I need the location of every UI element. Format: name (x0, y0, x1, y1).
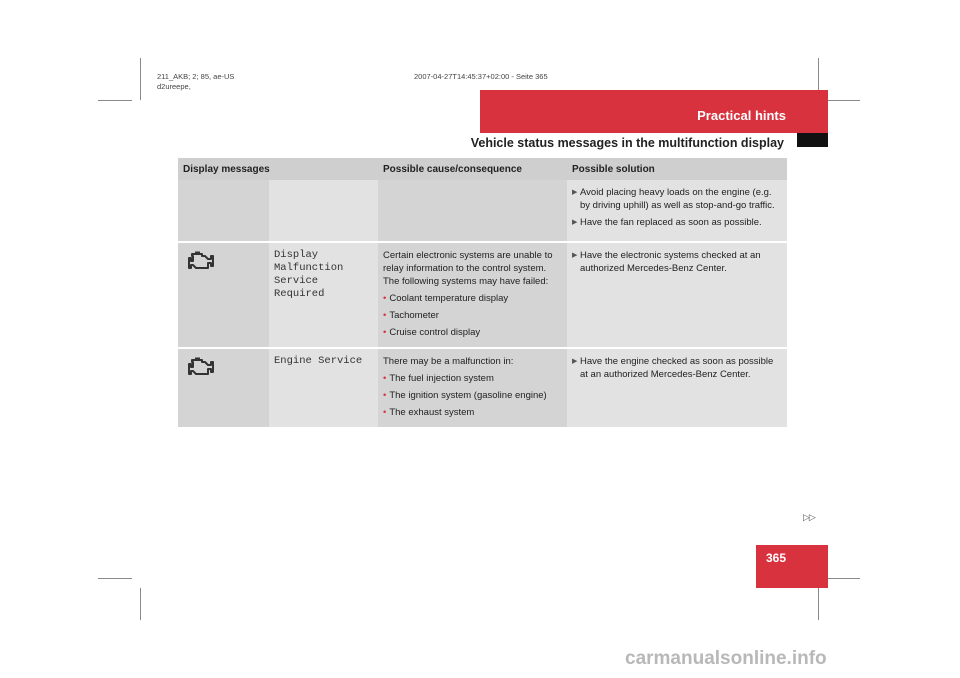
watermark: carmanualsonline.info (625, 648, 827, 669)
cell-cause (378, 348, 567, 427)
page-number-tab (756, 545, 828, 588)
solution-text: Have the electronic systems checked at an authorized Mercedes-Benz Center. (580, 250, 761, 274)
cause-text: There may be a malfunction in: (383, 356, 514, 367)
crop-mark (98, 100, 132, 101)
engine-check-icon (185, 357, 215, 375)
cell-cause (378, 180, 567, 242)
crop-mark (98, 578, 132, 579)
bullet-icon: • (383, 327, 387, 338)
cause-list-item (383, 326, 562, 339)
cause-list-item (383, 406, 562, 419)
cell-icon (178, 348, 269, 427)
messages-table (178, 158, 787, 427)
engine-check-icon (185, 251, 215, 269)
cell-display-message (269, 180, 378, 242)
table-row (178, 348, 787, 427)
crop-mark (826, 100, 860, 101)
print-info-line1: 211_AKB; 2; 85, ae-US (157, 72, 235, 81)
header-display: Display messages (178, 158, 378, 180)
cell-solution (567, 348, 787, 427)
table-row (178, 242, 787, 348)
cell-display-message (269, 348, 378, 427)
display-message-line: Display (274, 249, 319, 261)
cell-icon (178, 180, 269, 242)
print-info-line2: d2ureepe, (157, 82, 191, 91)
section-tab (480, 90, 828, 133)
bullet-icon: • (383, 390, 387, 401)
cause-list-text: The ignition system (gasoline engine) (389, 390, 547, 401)
cause-list-item (383, 389, 562, 402)
table-row (178, 180, 787, 242)
header-solution: Possible solution (567, 158, 787, 180)
crop-mark (818, 588, 819, 620)
crop-mark (140, 588, 141, 620)
print-info (157, 72, 234, 92)
solution-text: Have the fan replaced as soon as possible. (580, 217, 762, 228)
page-subtitle: Vehicle status messages in the multifunction display (470, 136, 784, 150)
cause-list-item (383, 292, 562, 305)
bullet-icon: • (383, 407, 387, 418)
bullet-icon: • (383, 310, 387, 321)
crop-mark (140, 58, 141, 100)
solution-step (572, 186, 782, 212)
display-message-line: Malfunction (274, 262, 344, 274)
cell-solution (567, 180, 787, 242)
display-message-line: Engine Service (274, 355, 363, 367)
step-arrow-icon: ▶ (572, 252, 578, 259)
step-arrow-icon: ▶ (572, 358, 578, 365)
cause-list-text: Cruise control display (389, 327, 481, 338)
cell-solution (567, 242, 787, 348)
step-arrow-icon: ▶ (572, 189, 578, 196)
cause-list-item (383, 309, 562, 322)
solution-step (572, 216, 782, 229)
cell-icon (178, 242, 269, 348)
solution-step (572, 355, 782, 381)
crop-mark (826, 578, 860, 579)
cause-list-text: The fuel injection system (389, 373, 494, 384)
black-tab-marker (797, 133, 828, 147)
solution-text: Avoid placing heavy loads on the engine (e.g. by driving uphill) as well as stop-and-go traffic. (580, 187, 775, 211)
table-header-row (178, 158, 787, 180)
solution-step (572, 249, 782, 275)
display-message-line: Service Required (274, 275, 325, 300)
section-title: Practical hints (697, 108, 786, 123)
bullet-icon: • (383, 293, 387, 304)
cause-list-text: Tachometer (389, 310, 439, 321)
continue-mark: ▷▷ (803, 512, 815, 522)
page-number: 365 (765, 551, 786, 565)
step-arrow-icon: ▶ (572, 219, 578, 226)
cause-list-text: Coolant temperature display (389, 293, 509, 304)
cell-cause (378, 242, 567, 348)
bullet-icon: • (383, 373, 387, 384)
solution-text: Have the engine checked as soon as possible at an authorized Mercedes-Benz Center. (580, 356, 774, 380)
header-cause: Possible cause/consequence (378, 158, 567, 180)
print-timestamp: 2007-04-27T14:45:37+02:00 - Seite 365 (414, 72, 548, 81)
cause-text: Certain electronic systems are unable to relay information to the control system. The following systems may have failed: (383, 250, 553, 287)
cause-list-item (383, 372, 562, 385)
cell-display-message (269, 242, 378, 348)
cause-list-text: The exhaust system (389, 407, 475, 418)
